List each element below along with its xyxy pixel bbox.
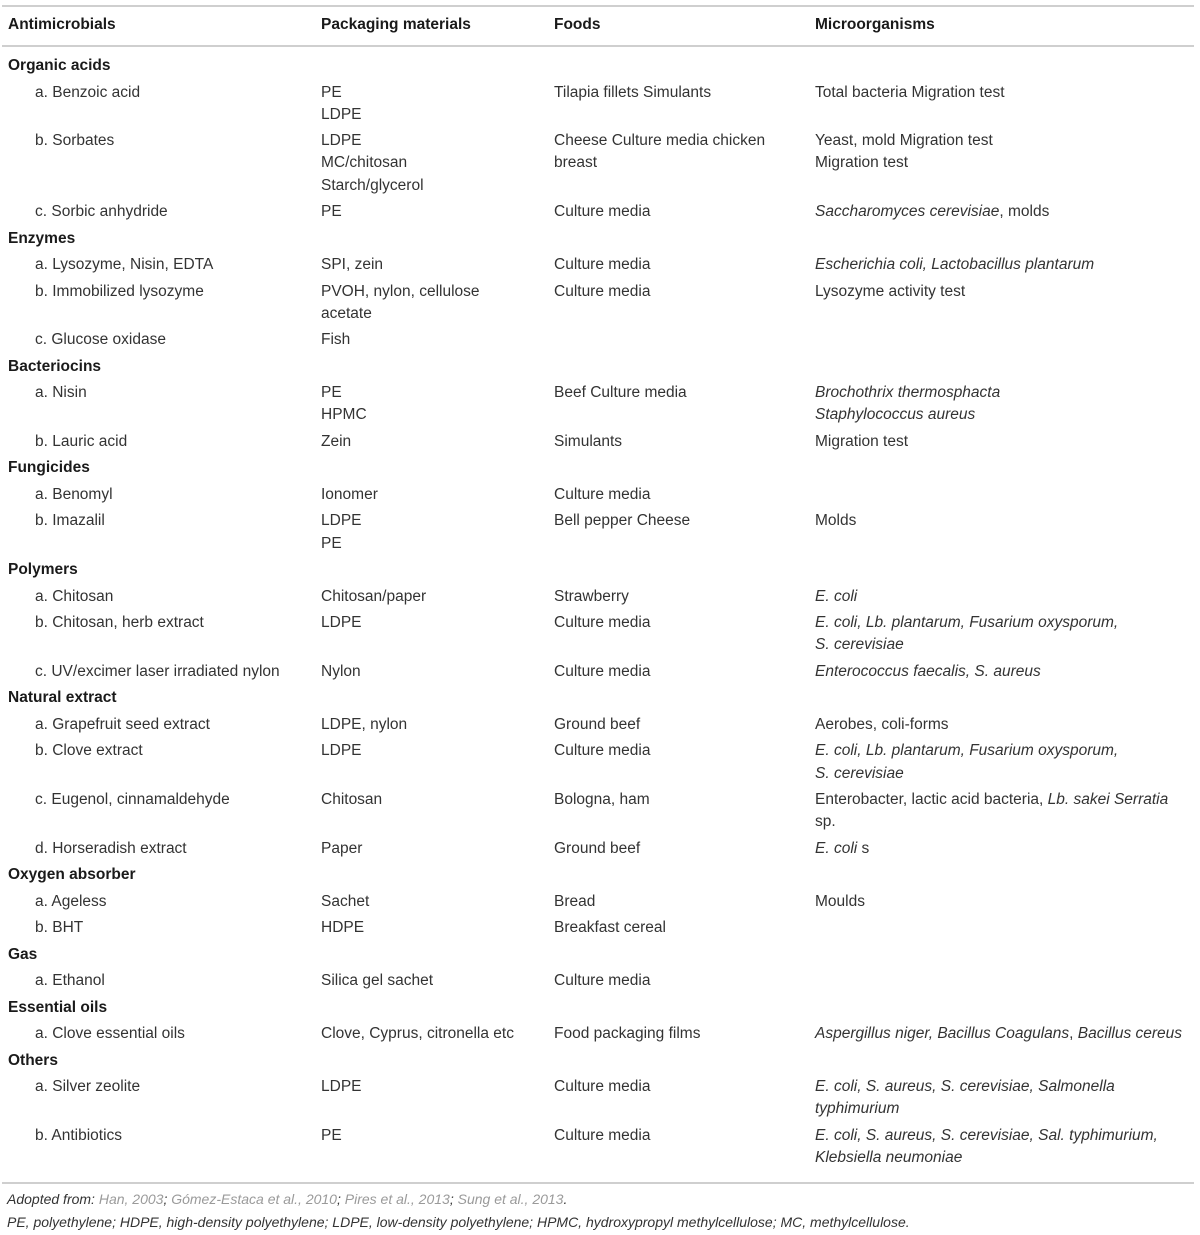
packaging-cell — [321, 201, 546, 223]
section-header-row — [0, 559, 1200, 586]
foods-cell-line: Bread — [554, 892, 596, 910]
section-label: Natural extract — [8, 689, 117, 707]
micro-text: , molds — [999, 203, 1050, 221]
foods-cell-line: Culture media — [554, 742, 651, 760]
table-row — [0, 329, 1200, 356]
foods-cell — [554, 1125, 804, 1147]
antimicrobial-cell: b. Chitosan, herb extract — [35, 614, 204, 632]
table-footnote — [7, 1188, 910, 1234]
packaging-cell — [321, 130, 546, 197]
packaging-cell-line: PE — [321, 83, 342, 101]
table-row — [0, 1023, 1200, 1050]
reference-separator: ; — [336, 1191, 345, 1207]
packaging-cell-line: Sachet — [321, 892, 370, 910]
section-label: Polymers — [8, 561, 78, 579]
section-label: Enzymes — [8, 229, 76, 247]
microorganisms-line — [815, 404, 1195, 426]
foods-cell — [554, 130, 804, 174]
table-row — [0, 917, 1200, 944]
micro-text: Lysozyme activity test — [815, 282, 966, 300]
antimicrobial-cell: c. UV/excimer laser irradiated nylon — [35, 662, 280, 680]
packaging-cell — [321, 838, 546, 860]
table-row — [0, 838, 1200, 865]
microorganisms-cell — [815, 130, 1195, 174]
microorganisms-line — [815, 891, 1195, 913]
section-header-row — [0, 1050, 1200, 1077]
foods-cell — [554, 661, 804, 683]
packaging-cell-line: PE — [321, 1126, 342, 1144]
table-row — [0, 82, 1200, 131]
packaging-cell-line: Paper — [321, 839, 363, 857]
packaging-cell-line: Clove, Cyprus, citronella etc — [321, 1025, 514, 1043]
antimicrobial-cell: c. Sorbic anhydride — [35, 203, 168, 221]
antimicrobial-cell: a. Benzoic acid — [35, 83, 141, 101]
header-microorganisms: Microorganisms — [815, 16, 935, 33]
section-header-row — [0, 687, 1200, 714]
section-label: Gas — [8, 945, 38, 963]
antimicrobial-cell: c. Eugenol, cinnamaldehyde — [35, 791, 230, 809]
species-name: E. coli, Lb. plantarum, Fusarium oxysporum, — [815, 742, 1119, 760]
packaging-cell — [321, 431, 546, 453]
microorganisms-line — [815, 152, 1195, 174]
foods-cell — [554, 970, 804, 992]
table-row — [0, 612, 1200, 661]
microorganisms-line — [815, 382, 1195, 404]
table-row — [0, 484, 1200, 511]
species-name: E. coli, S. aureus, S. cerevisiae, Salmonella — [815, 1078, 1115, 1096]
foods-cell-line: Strawberry — [554, 587, 629, 605]
microorganisms-cell — [815, 1023, 1195, 1045]
table-header-row — [0, 16, 1200, 38]
foods-cell-line: Breakfast cereal — [554, 919, 666, 937]
packaging-cell-line: PE — [321, 384, 342, 402]
table-bottom-rule — [2, 1182, 1194, 1184]
foods-cell — [554, 838, 804, 860]
packaging-cell — [321, 714, 546, 736]
packaging-cell — [321, 612, 546, 634]
foods-cell-line: Culture media — [554, 1078, 651, 1096]
table-row — [0, 382, 1200, 431]
packaging-cell — [321, 281, 546, 325]
foods-cell — [554, 612, 804, 634]
antimicrobial-cell: a. Grapefruit seed extract — [35, 715, 210, 733]
antimicrobial-cell: a. Nisin — [35, 384, 87, 402]
antimicrobial-cell: b. BHT — [35, 919, 84, 937]
packaging-cell — [321, 917, 546, 939]
species-name: Brochothrix thermosphacta — [815, 384, 1001, 402]
microorganisms-line — [815, 789, 1195, 811]
footnote-abbreviations: PE, polyethylene; HDPE, high-density polyethylene; LDPE, low-density polyethylene; HPMC, hydroxypropyl methylcellulose; MC, methylcellulose. — [7, 1214, 910, 1230]
microorganisms-line — [815, 82, 1195, 104]
micro-text: Total bacteria Migration test — [815, 83, 1005, 101]
microorganisms-cell — [815, 789, 1195, 833]
packaging-cell-line: SPI, zein — [321, 256, 384, 274]
table-header-rule — [2, 45, 1194, 47]
table-row — [0, 789, 1200, 838]
foods-cell — [554, 431, 804, 453]
microorganisms-line — [815, 1098, 1195, 1120]
micro-text: s — [857, 839, 870, 857]
foods-cell-line: Beef Culture media — [554, 384, 687, 402]
packaging-cell-line: Nylon — [321, 662, 361, 680]
foods-cell — [554, 1076, 804, 1098]
micro-text: Moulds — [815, 892, 865, 910]
foods-cell-line: Culture media — [554, 614, 651, 632]
microorganisms-cell — [815, 254, 1195, 276]
section-label: Fungicides — [8, 459, 90, 477]
reference-link[interactable]: Gómez-Estaca et al., 2010 — [171, 1191, 337, 1207]
section-header-row — [0, 457, 1200, 484]
foods-cell-line: Bell pepper Cheese — [554, 512, 691, 530]
table-row — [0, 661, 1200, 688]
species-name: Klebsiella neumoniae — [815, 1149, 963, 1167]
packaging-cell-line: HPMC — [321, 406, 367, 424]
foods-cell — [554, 917, 804, 939]
table-row — [0, 130, 1200, 201]
section-label: Oxygen absorber — [8, 866, 136, 884]
table-row — [0, 431, 1200, 458]
micro-text: , — [1069, 1025, 1078, 1043]
microorganisms-cell — [815, 1125, 1195, 1169]
micro-text: Enterobacter, lactic acid bacteria, — [815, 791, 1048, 809]
microorganisms-line — [815, 586, 1195, 608]
packaging-cell-line: Zein — [321, 432, 352, 450]
micro-text: sp. — [815, 813, 836, 831]
antimicrobial-cell: a. Chitosan — [35, 587, 114, 605]
foods-cell — [554, 281, 804, 303]
antimicrobial-cell: b. Antibiotics — [35, 1126, 123, 1144]
reference-separator: ; — [449, 1191, 458, 1207]
foods-cell-line: Ground beef — [554, 715, 641, 733]
table-row — [0, 891, 1200, 918]
antimicrobial-cell: a. Ageless — [35, 892, 107, 910]
foods-cell-line: Simulants — [554, 432, 623, 450]
table-row — [0, 1076, 1200, 1125]
packaging-cell — [321, 740, 546, 762]
microorganisms-cell — [815, 612, 1195, 656]
table-row — [0, 714, 1200, 741]
table-row — [0, 254, 1200, 281]
antimicrobial-cell: a. Lysozyme, Nisin, EDTA — [35, 256, 214, 274]
species-name: Lb. sakei Serratia — [1047, 791, 1169, 809]
microorganisms-line — [815, 281, 1195, 303]
packaging-cell-line: Ionomer — [321, 485, 378, 503]
foods-cell-line: Culture media — [554, 256, 651, 274]
foods-cell-line: Culture media — [554, 282, 651, 300]
section-label: Organic acids — [8, 57, 111, 74]
foods-cell — [554, 82, 804, 104]
section-label: Bacteriocins — [8, 357, 102, 375]
microorganisms-line — [815, 254, 1195, 276]
section-header-row — [0, 944, 1200, 971]
foods-cell — [554, 254, 804, 276]
antimicrobial-cell: d. Horseradish extract — [35, 839, 187, 857]
packaging-cell-line: LDPE, nylon — [321, 715, 408, 733]
packaging-cell — [321, 510, 546, 554]
antimicrobial-cell: c. Glucose oxidase — [35, 331, 166, 349]
packaging-cell-line: Fish — [321, 331, 351, 349]
packaging-cell — [321, 82, 546, 126]
antimicrobial-cell: b. Sorbates — [35, 132, 115, 150]
table-top-rule — [2, 5, 1194, 7]
antimicrobial-cell: b. Immobilized lysozyme — [35, 282, 204, 300]
species-name: E. coli, S. aureus, S. cerevisiae, Sal. typhimurium, — [815, 1126, 1158, 1144]
antimicrobial-cell: a. Ethanol — [35, 972, 105, 990]
antimicrobial-cell: b. Clove extract — [35, 742, 143, 760]
foods-cell-line: Bologna, ham — [554, 791, 650, 809]
footnote-sources — [7, 1188, 910, 1211]
packaging-cell — [321, 891, 546, 913]
packaging-cell — [321, 970, 546, 992]
packaging-cell-line: LDPE — [321, 742, 362, 760]
header-antimicrobials: Antimicrobials — [8, 16, 116, 33]
foods-cell-line: Culture media — [554, 662, 651, 680]
microorganisms-cell — [815, 201, 1195, 223]
microorganisms-line — [815, 763, 1195, 785]
micro-text: Migration test — [815, 154, 909, 172]
species-name: Staphylococcus aureus — [815, 406, 976, 424]
microorganisms-cell — [815, 740, 1195, 784]
microorganisms-line — [815, 811, 1195, 833]
reference-separator: ; — [163, 1191, 172, 1207]
microorganisms-line — [815, 1125, 1195, 1147]
reference-link[interactable]: Han, 2003 — [98, 1191, 164, 1207]
table-row — [0, 281, 1200, 330]
antimicrobial-cell: b. Imazalil — [35, 512, 105, 530]
foods-cell-line: Culture media — [554, 1126, 651, 1144]
packaging-cell-line: HDPE — [321, 919, 365, 937]
packaging-cell-line: acetate — [321, 304, 372, 322]
foods-cell-line: Culture media — [554, 203, 651, 221]
reference-separator: . — [563, 1191, 568, 1207]
species-name: Enterococcus faecalis, S. aureus — [815, 662, 1041, 680]
packaging-cell-line: LDPE — [321, 1078, 362, 1096]
microorganisms-cell — [815, 510, 1195, 532]
section-label: Others — [8, 1051, 58, 1069]
microorganisms-line — [815, 201, 1195, 223]
antimicrobial-cell: a. Silver zeolite — [35, 1078, 141, 1096]
packaging-cell-line: Starch/glycerol — [321, 176, 424, 194]
packaging-cell — [321, 1076, 546, 1098]
micro-text: Molds — [815, 512, 857, 530]
foods-cell — [554, 510, 804, 532]
microorganisms-cell — [815, 586, 1195, 608]
packaging-cell — [321, 1125, 546, 1147]
foods-cell-line: breast — [554, 154, 598, 172]
microorganisms-cell — [815, 281, 1195, 303]
packaging-cell — [321, 484, 546, 506]
table-row — [0, 1125, 1200, 1174]
table-row — [0, 586, 1200, 613]
header-packaging-materials: Packaging materials — [321, 16, 471, 33]
microorganisms-line — [815, 634, 1195, 656]
packaging-cell — [321, 789, 546, 811]
microorganisms-cell — [815, 1076, 1195, 1120]
foods-cell-line: Tilapia fillets Simulants — [554, 83, 712, 101]
micro-text: Migration test — [815, 432, 909, 450]
species-name: Escherichia coli, Lactobacillus plantarum — [815, 256, 1095, 274]
packaging-cell — [321, 661, 546, 683]
species-name: S. cerevisiae — [815, 636, 904, 654]
microorganisms-line — [815, 1023, 1195, 1045]
species-name: typhimurium — [815, 1100, 900, 1118]
microorganisms-line — [815, 431, 1195, 453]
table-row — [0, 740, 1200, 789]
microorganisms-cell — [815, 431, 1195, 453]
species-name: Saccharomyces cerevisiae — [815, 203, 1000, 221]
section-header-row — [0, 864, 1200, 891]
microorganisms-cell — [815, 661, 1195, 683]
section-header-row — [0, 997, 1200, 1024]
microorganisms-cell — [815, 838, 1195, 860]
microorganisms-cell — [815, 891, 1195, 913]
foods-cell-line: Culture media — [554, 972, 651, 990]
section-label: Essential oils — [8, 998, 108, 1016]
packaging-cell-line: Chitosan/paper — [321, 587, 427, 605]
foods-cell — [554, 789, 804, 811]
antimicrobial-cell: a. Clove essential oils — [35, 1025, 185, 1043]
foods-cell-line: Cheese Culture media chicken — [554, 132, 766, 150]
packaging-cell-line: Silica gel sachet — [321, 972, 434, 990]
section-header-row — [0, 228, 1200, 255]
foods-cell-line: Ground beef — [554, 839, 641, 857]
table-row — [0, 510, 1200, 559]
species-name: E. coli — [815, 587, 858, 605]
packaging-cell-line: PVOH, nylon, cellulose — [321, 282, 480, 300]
microorganisms-line — [815, 1147, 1195, 1169]
microorganisms-line — [815, 838, 1195, 860]
packaging-cell-line: Chitosan — [321, 791, 383, 809]
packaging-cell-line: PE — [321, 534, 342, 552]
reference-link[interactable]: Sung et al., 2013 — [457, 1191, 564, 1207]
antimicrobial-cell: b. Lauric acid — [35, 432, 128, 450]
foods-cell — [554, 891, 804, 913]
section-header-row — [0, 55, 1200, 82]
table-body — [0, 55, 1200, 1174]
microorganisms-line — [815, 612, 1195, 634]
microorganisms-line — [815, 510, 1195, 532]
microorganisms-line — [815, 740, 1195, 762]
antimicrobial-cell: a. Benomyl — [35, 485, 113, 503]
foods-cell — [554, 201, 804, 223]
foods-cell — [554, 586, 804, 608]
species-name: Bacillus cereus — [1077, 1025, 1183, 1043]
packaging-cell — [321, 382, 546, 426]
packaging-cell-line: MC/chitosan — [321, 154, 408, 172]
reference-list — [99, 1191, 568, 1207]
packaging-cell — [321, 329, 546, 351]
species-name: S. cerevisiae — [815, 764, 904, 782]
header-foods: Foods — [554, 16, 601, 33]
foods-cell — [554, 382, 804, 404]
table-row — [0, 970, 1200, 997]
foods-cell — [554, 484, 804, 506]
microorganisms-line — [815, 130, 1195, 152]
section-header-row — [0, 356, 1200, 383]
foods-cell-line: Culture media — [554, 485, 651, 503]
microorganisms-cell — [815, 82, 1195, 104]
packaging-cell-line: LDPE — [321, 512, 362, 530]
micro-text: Aerobes, coli-forms — [815, 715, 949, 733]
microorganisms-cell — [815, 714, 1195, 736]
packaging-cell — [321, 1023, 546, 1045]
microorganisms-line — [815, 661, 1195, 683]
microorganisms-line — [815, 1076, 1195, 1098]
foods-cell — [554, 1023, 804, 1045]
foods-cell — [554, 740, 804, 762]
species-name: Aspergillus niger, Bacillus Coagulans — [815, 1025, 1070, 1043]
packaging-cell-line: LDPE — [321, 132, 362, 150]
foods-cell-line: Food packaging films — [554, 1025, 701, 1043]
packaging-cell — [321, 586, 546, 608]
packaging-cell-line: PE — [321, 203, 342, 221]
adopted-from-label: Adopted from: — [7, 1191, 99, 1207]
species-name: E. coli — [815, 839, 858, 857]
micro-text: Yeast, mold Migration test — [815, 132, 993, 150]
microorganisms-line — [815, 714, 1195, 736]
table-row — [0, 201, 1200, 228]
reference-link[interactable]: Pires et al., 2013 — [344, 1191, 450, 1207]
packaging-cell-line: LDPE — [321, 105, 362, 123]
packaging-cell-line: LDPE — [321, 614, 362, 632]
foods-cell — [554, 714, 804, 736]
packaging-cell — [321, 254, 546, 276]
microorganisms-cell — [815, 382, 1195, 426]
species-name: E. coli, Lb. plantarum, Fusarium oxysporum, — [815, 614, 1119, 632]
